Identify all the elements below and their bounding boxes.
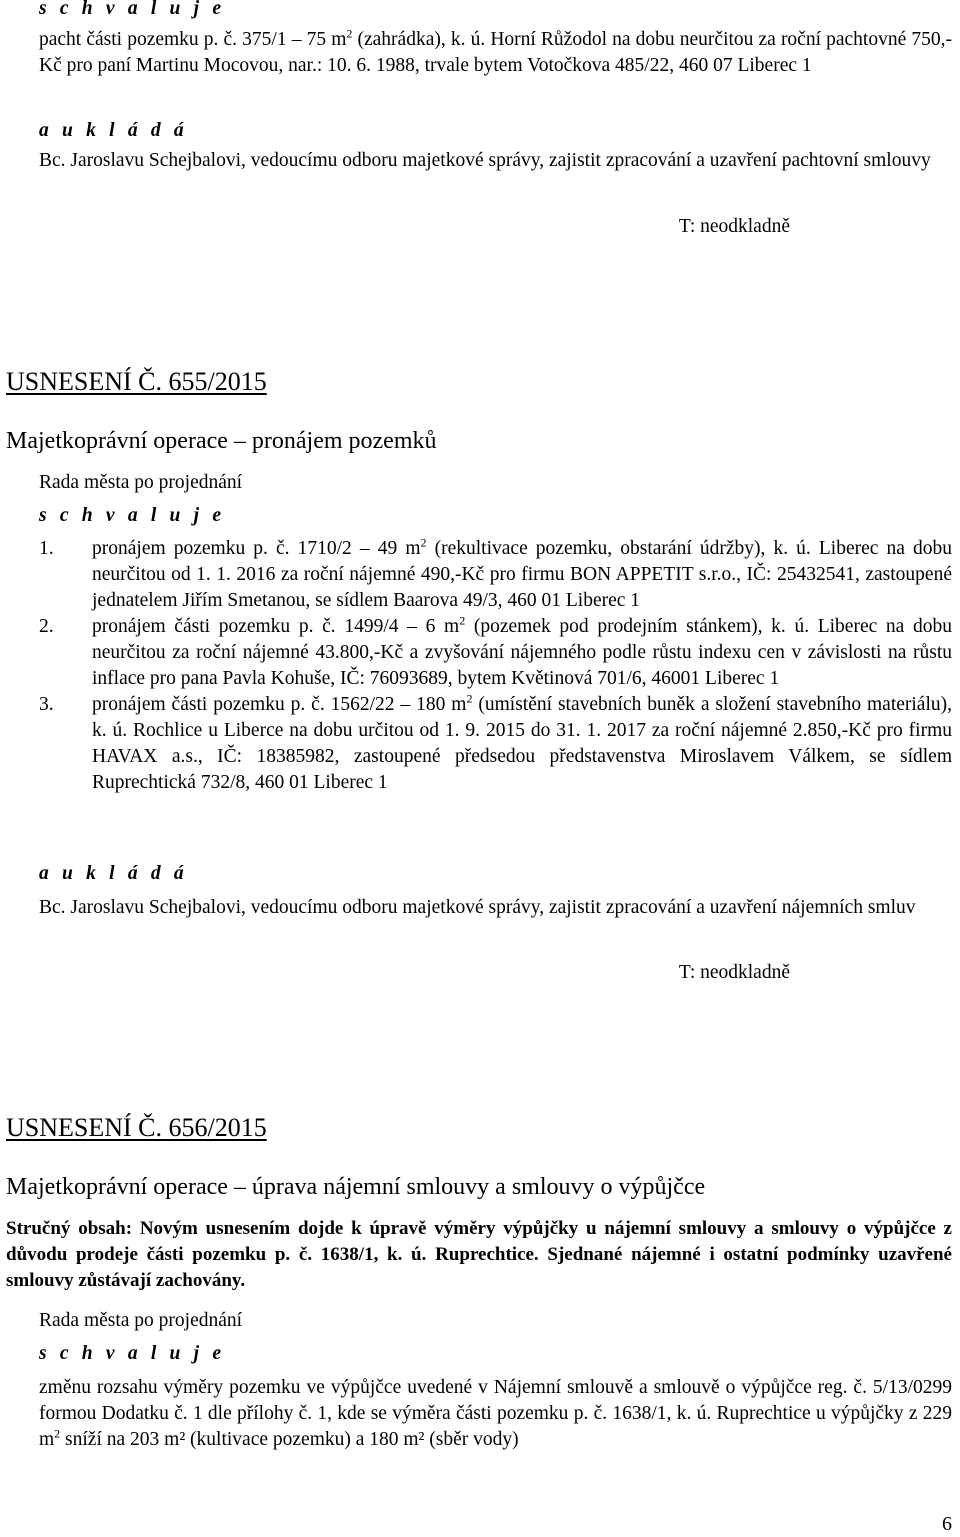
schvaluje-label-656: s c h v a l u j e: [39, 1343, 226, 1364]
list-item-sup: 2: [420, 535, 427, 550]
schvaluje-text-656: [0, 1375, 960, 1453]
uklada-text-top: Bc. Jaroslavu Schejbalovi, vedoucímu odboru majetkové správy, zajistit zpracování a uzavření pachtovní smlouvy: [39, 150, 931, 171]
schvaluje-text-656-sup: 2: [54, 1426, 61, 1441]
resolution-656-number: USNESENÍ Č. 656/2015: [6, 1113, 267, 1142]
resolution-655-number: USNESENÍ Č. 655/2015: [6, 367, 267, 396]
list-item-number: 1.: [39, 538, 54, 559]
resolution-656-title: Majetkoprávní operace – úprava nájemní smlouvy a smlouvy o výpůjčce: [6, 1174, 706, 1200]
page-number: 6: [942, 1513, 952, 1535]
termin-655: T: neodkladně: [678, 962, 790, 983]
list-item-text-b: (pozemek pod prodejním stánkem), k. ú. Liberec na dobu neurčitou za roční nájemné 43.800,-Kč a zvyšování nájemného podle růstu indexu cen v závislosti na růstu inflace pro pana Pavla Kohuše, IČ: 76093689, bytem Květinová 701/6, 46001 Liberec 1: [92, 616, 953, 689]
list-item-sup: 2: [459, 613, 466, 628]
pacht-text-b: (zahrádka), k. ú. Horní Růžodol na dobu neurčitou za roční pachtovné 750,-Kč pro paní Martinu Mocovou, nar.: 10. 6. 1988, trvale bytem Votočkova 485/22, 460 07 Liberec 1: [39, 29, 952, 76]
schvaluje-text-656-a: změnu rozsahu výměry pozemku ve výpůjčce uvedené v Nájemní smlouvě a smlouvě o výpůjčce reg. č. 5/13/0299 formou Dodatku č. 1 dle přílohy č. 1, kde se výměra části pozemku p. č. 1638/1, k. ú. Ruprechtice u výpůjčky z 229 m: [39, 1377, 952, 1450]
schvaluje-label-top: s c h v a l u j e: [39, 0, 226, 19]
schvaluje-label-655: s c h v a l u j e: [39, 505, 226, 526]
list-item: [0, 536, 960, 614]
resolution-655-items: [0, 536, 960, 796]
uklada-text-655: Bc. Jaroslavu Schejbalovi, vedoucímu odboru majetkové správy, zajistit zpracování a uzavření nájemních smluv: [39, 897, 916, 918]
termin-top: T: neodkladně: [678, 216, 790, 237]
resolution-656-summary: Stručný obsah: Novým usnesením dojde k úpravě výměry výpůjčky u nájemní smlouvy a smlouvy o výpůjčce z důvodu prodeje části pozemku p. č. 1638/1, k. ú. Ruprechtice. Sjednané nájemné i ostatní podmínky uzavřené smlouvy zůstávají zachovány.: [6, 1218, 952, 1291]
list-item-number: 2.: [39, 616, 54, 637]
list-item-text-a: pronájem části pozemku p. č. 1562/22 – 180 m: [92, 694, 467, 715]
pacht-text: [0, 27, 960, 79]
list-item-number: 3.: [39, 694, 54, 715]
list-item-sup: 2: [466, 691, 473, 706]
list-item-text-b: (umístění stavebních buněk a složení stavebního materiálu), k. ú. Rochlice u Liberce na dobu určitou od 1. 9. 2015 do 31. 1. 2017 za roční nájemné 2.850,-Kč pro firmu HAVAX a.s., IČ: 18385982, zastoupené předsedou představenstva Miroslavem Válkem, se sídlem Ruprechtická 732/8, 460 01 Liberec 1: [92, 694, 952, 793]
rada-label-656: Rada města po projednání: [39, 1310, 243, 1331]
schvaluje-text-656-b: sníží na 203 m² (kultivace pozemku) a 180 m² (sběr vody): [60, 1429, 519, 1450]
pacht-text-a: pacht části pozemku p. č. 375/1 – 75 m: [39, 29, 347, 50]
list-item-text-b: (rekultivace pozemku, obstarání údržby), k. ú. Liberec na dobu neurčitou od 1. 1. 2016 za roční nájemné 490,-Kč pro firmu BON APPETIT s.r.o., IČ: 25432541, zastoupené jednatelem Jiřím Smetanou, se sídlem Baarova 49/3, 460 01 Liberec 1: [92, 538, 953, 611]
list-item: [0, 692, 960, 796]
resolution-655-title: Majetkoprávní operace – pronájem pozemků: [6, 428, 437, 454]
uklada-label-655: a u k l á d á: [39, 863, 188, 884]
list-item-text-a: pronájem pozemku p. č. 1710/2 – 49 m: [92, 538, 421, 559]
list-item: [0, 614, 960, 692]
pacht-text-sup: 2: [346, 26, 353, 41]
uklada-label-top: a u k l á d á: [39, 120, 188, 141]
list-item-text-a: pronájem části pozemku p. č. 1499/4 – 6 m: [92, 616, 460, 637]
rada-label-655: Rada města po projednání: [39, 472, 243, 493]
